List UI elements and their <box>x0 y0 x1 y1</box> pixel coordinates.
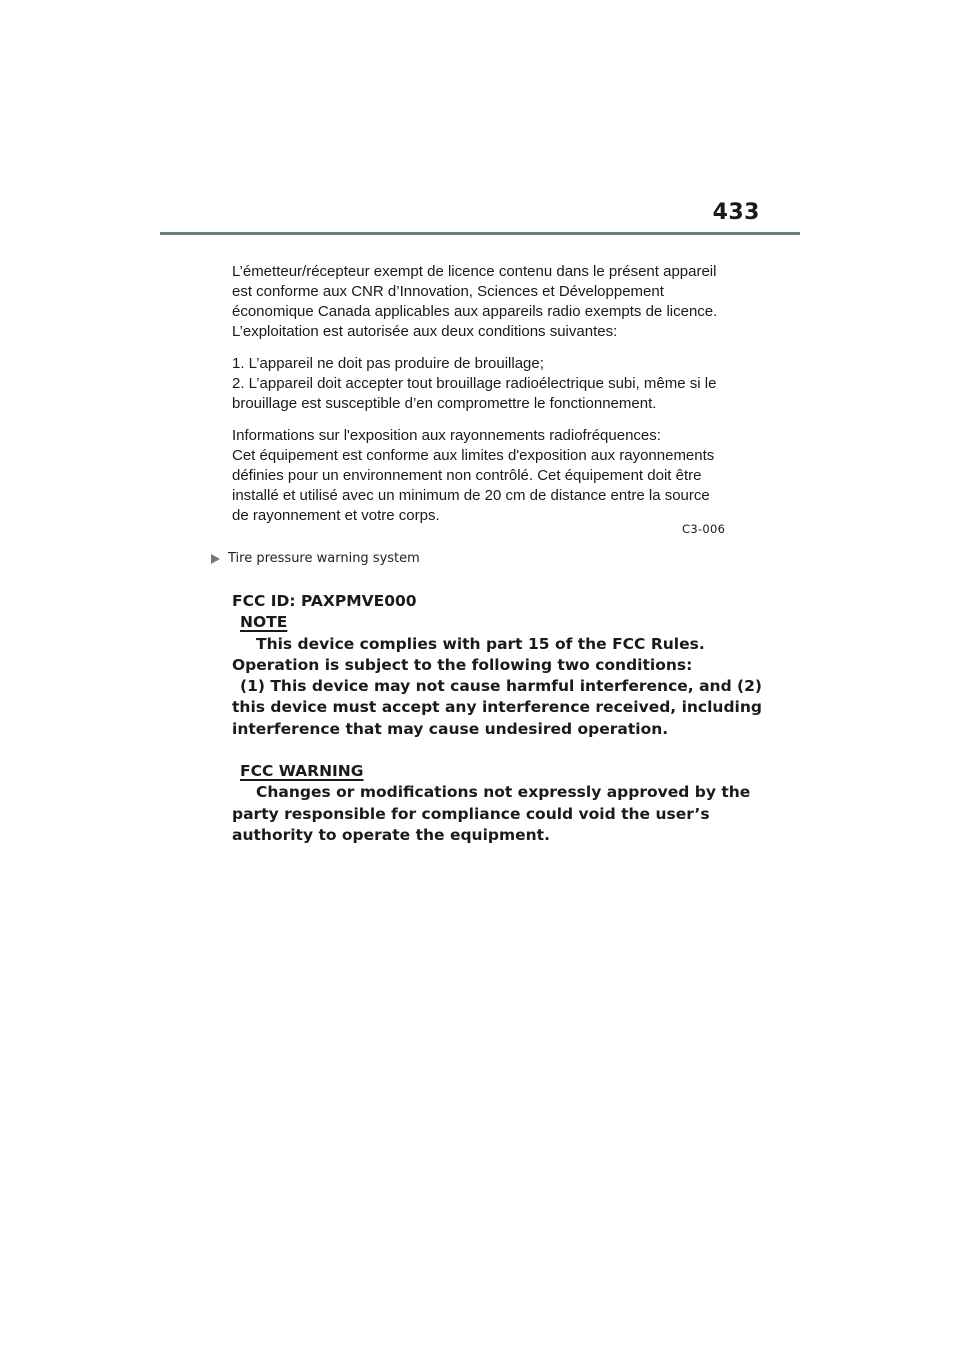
french-text-line: L’exploitation est autorisée aux deux conditions suivantes: <box>232 323 618 340</box>
section-heading-text: Tire pressure warning system <box>228 551 420 566</box>
french-compliance-notice <box>232 262 752 526</box>
french-text-line: Cet équipement est conforme aux limites d'exposition aux rayonnements <box>232 447 715 464</box>
fcc-warning-heading: FCC WARNING <box>240 762 364 781</box>
fcc-id: FCC ID: PAXPMVE000 <box>232 592 417 610</box>
french-text-line: est conforme aux CNR d’Innovation, Sciences et Développement <box>232 283 664 300</box>
french-text-line: L’émetteur/récepteur exempt de licence contenu dans le présent appareil <box>232 263 717 280</box>
fcc-text-line: this device must accept any interference received, including <box>232 698 763 717</box>
french-text-line: installé et utilisé avec un minimum de 20 cm de distance entre la source <box>232 487 710 504</box>
french-text-line: brouillage est susceptible d’en compromettre le fonctionnement. <box>232 395 657 412</box>
fcc-text-line: (1) This device may not cause harmful interference, and (2) <box>240 677 763 696</box>
paragraph-spacer <box>232 740 752 761</box>
french-text-line: de rayonnement et votre corps. <box>232 507 440 524</box>
fcc-text-line: This device complies with part 15 of the FCC Rules. <box>256 634 705 653</box>
paragraph-spacer <box>232 342 752 354</box>
page-number: 433 <box>712 200 760 225</box>
fcc-text-line: Operation is subject to the following two conditions: <box>232 655 693 674</box>
french-text-line: définies pour un environnement non contrôlé. Cet équipement doit être <box>232 467 702 484</box>
header-divider <box>160 232 800 235</box>
note-heading: NOTE <box>240 613 288 632</box>
fcc-text-line: Changes or modifications not expressly approved by the <box>256 783 751 802</box>
fcc-text-line: party responsible for compliance could void the user’s <box>232 804 710 823</box>
paragraph-spacer <box>232 414 752 426</box>
french-text-line: Informations sur l'exposition aux rayonnements radiofréquences: <box>232 427 661 444</box>
fcc-text-line: interference that may cause undesired operation. <box>232 719 669 738</box>
fcc-compliance-label <box>232 591 763 846</box>
french-text-line: 2. L’appareil doit accepter tout brouillage radioélectrique subi, même si le <box>232 375 717 392</box>
triangle-bullet-icon <box>211 554 220 564</box>
french-text-line: économique Canada applicables aux appareils radio exempts de licence. <box>232 303 718 320</box>
fcc-text-line: authority to operate the equipment. <box>232 825 550 844</box>
section-heading <box>211 551 420 566</box>
label-code: C3-006 <box>682 522 726 536</box>
french-text-line: 1. L’appareil ne doit pas produire de brouillage; <box>232 355 544 372</box>
